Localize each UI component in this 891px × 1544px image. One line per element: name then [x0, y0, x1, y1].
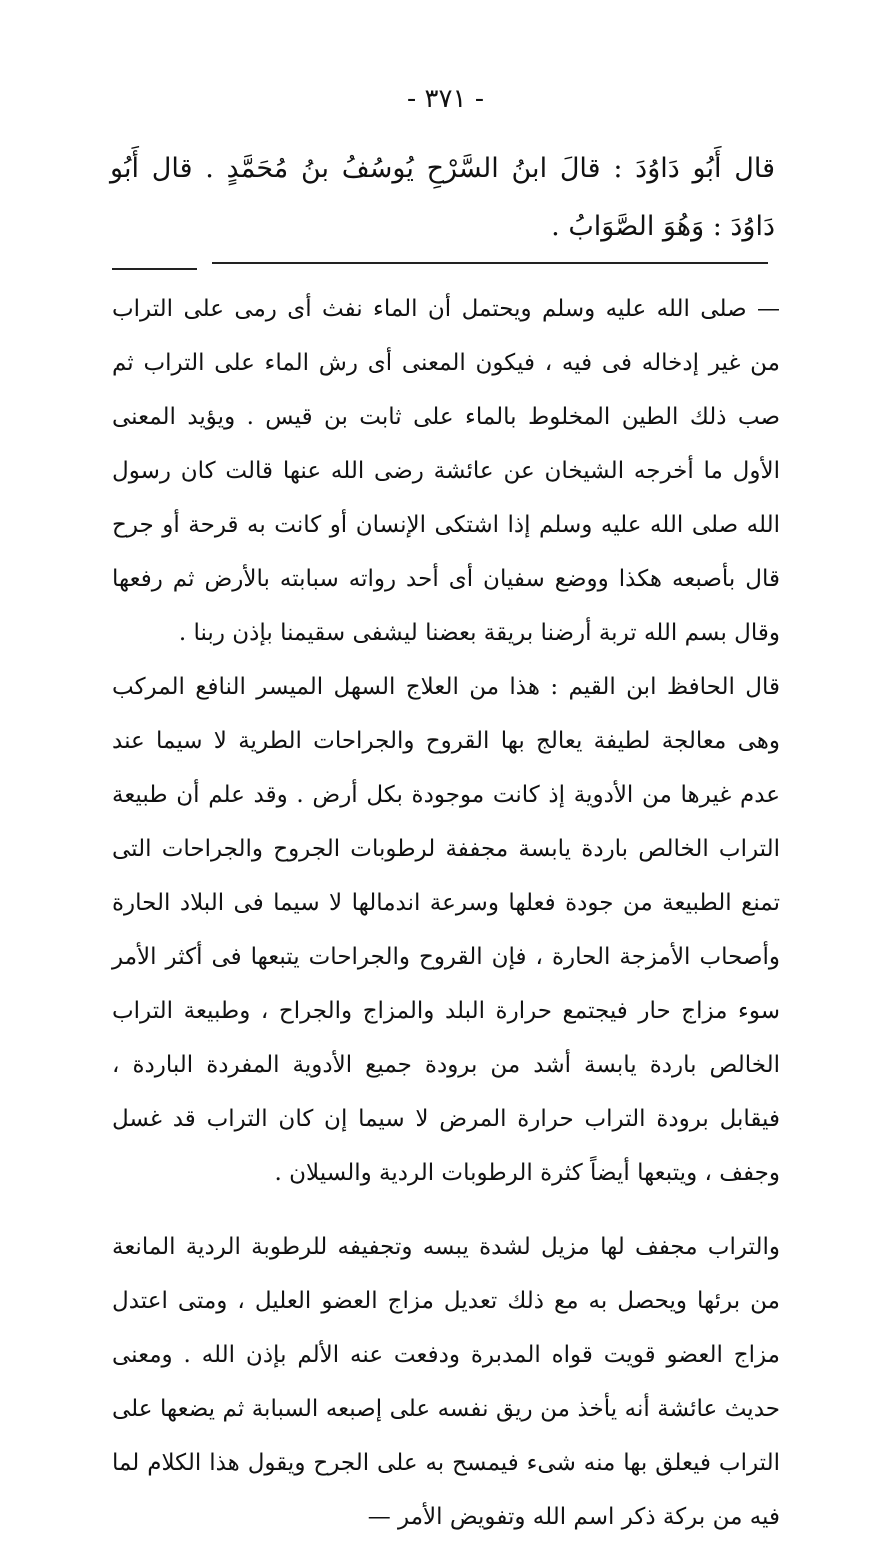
- page-number: - ٣٧١ -: [406, 84, 485, 114]
- footnote-paragraph-2: قال الحافظ ابن القيم : هذا من العلاج السهل الميسر النافع المركب وهى معالجة لطيفة يعالج بها القروح والجراحات الطرية لا سيما عند عدم غيرها من الأدوية إذ كانت موجودة بكل أرض . وقد علم أن طبيعة التراب الخالص باردة يابسة مجففة لرطوبات الجروح والجراحات التى تمنع الطبيعة من جودة فعلها وسرعة اندمالها لا سيما فى البلاد الحارة وأصحاب الأمزجة الحارة ، فإن القروح والجراحات يتبعها فى أكثر الأمر سوء مزاج حار فيجتمع حرارة البلد والمزاج والجراح ، وطبيعة التراب الخالص باردة يابسة أشد من برودة جميع الأدوية المفردة الباردة ، فيقابل برودة التراب حرارة المرض لا سيما إن كان التراب قد غسل وجفف ، ويتبعها أيضاً كثرة الرطوبات الردية والسيلان .: [112, 674, 780, 1186]
- main-text-block: [110, 140, 775, 256]
- footnote-separator-short: [112, 268, 197, 270]
- footnote-paragraph-1: — صلى الله عليه وسلم ويحتمل أن الماء نفث أى رمى على التراب من غير إدخاله فى فيه ، فيكون المعنى أى رش الماء على التراب ثم صب ذلك الطين المخلوط بالماء على ثابت بن قيس . ويؤيد المعنى الأول ما أخرجه الشيخان عن عائشة رضى الله عنها قالت كان رسول الله صلى الله عليه وسلم إذا اشتكى الإنسان أو كانت به قرحة أو جرح قال بأصبعه هكذا ووضع سفيان أى أحد رواته سبابته بالأرض ثم رفعها وقال بسم الله تربة أرضنا بريقة بعضنا ليشفى سقيمنا بإذن ربنا .: [112, 296, 780, 646]
- footnote-paragraph-3: والتراب مجفف لها مزيل لشدة يبسه وتجفيفه للرطوبة الردية المانعة من برئها ويحصل به مع ذلك تعديل مزاج العضو العليل ، ومتى اعتدل مزاج العضو قويت قواه المدبرة ودفعت عنه الألم بإذن الله . ومعنى حديث عائشة أنه يأخذ من ريق نفسه على إصبعه السبابة ثم يضعها على التراب فيعلق بها منه شىء فيمسح به على الجرح ويقول هذا الكلام لما فيه من بركة ذكر اسم الله وتفويض الأمر —: [112, 1234, 780, 1530]
- footnotes-block: [112, 282, 780, 1544]
- main-text: قال أَبُو دَاوُدَ : قالَ ابنُ السَّرْحِ يُوسُفُ بنُ مُحَمَّدٍ . قال أَبُو دَاوُدَ : وَهُوَ الصَّوَابُ .: [110, 153, 775, 242]
- footnote-separator-long: [212, 262, 768, 264]
